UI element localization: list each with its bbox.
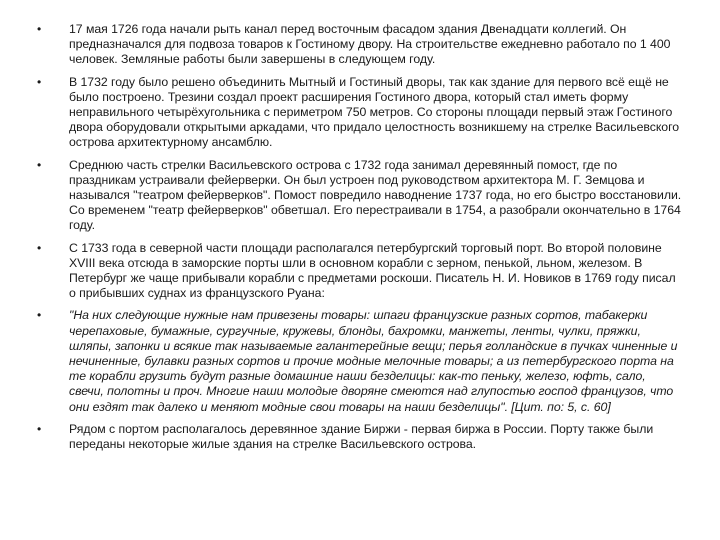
bullet-text-exchange: Рядом с портом располагалось деревянное здание Биржи - первая биржа в России. Порту также были переданы некоторые жилые здания на стрелке Васильевского острова.	[69, 421, 654, 452]
bullet-item-1	[36, 22, 682, 68]
bullet-item-2	[36, 75, 682, 151]
bullet-icon: •	[37, 157, 42, 172]
bullet-text-fireworks-theatre: Среднюю часть стрелки Васильевского острова с 1732 года занимал деревянный помост, где по праздникам устраивали фейерверки. Он был устроен под руководством архитектора М. Г. Земцова и назывался "театром фейерверков". Помост повредило наводнение 1737 года, но его быстро восстановили. Со временем "театр фейерверков" обветшал. Его перестраивали в 1754, а разобрали окончательно в 1764 году.	[69, 157, 682, 233]
bullet-item-3	[36, 158, 682, 234]
bullet-item-5	[36, 308, 682, 414]
bullet-icon: •	[37, 22, 42, 36]
bullet-item-6	[36, 422, 682, 452]
bullet-text-canal: 17 мая 1726 года начали рыть канал перед восточным фасадом здания Двенадцати коллегий. Он предназначался для подвоза товаров к Гостиному двору. На строительстве ежедневно работало по 1 400 человек. Земляные работы были завершены в следующем году.	[69, 22, 671, 67]
bullet-icon: •	[37, 308, 42, 323]
bullet-icon: •	[37, 421, 42, 436]
bullet-icon: •	[37, 74, 42, 89]
bullet-item-4	[36, 241, 682, 302]
bullet-text-novikov-quote: "На них следующие нужные нам привезены товары: шпаги французские разных сортов, табакерки черепаховые, бумажные, сургучные, кружевы, блонды, бахромки, манжеты, ленты, чулки, пряжки, шляпы, запонки и всякие так называемые галантерейные вещи; перья голландские в пучках чиненные и нечиненные, булавки разных сортов и прочие модные мелочные товары; а из петербургского порта на те корабли грузить будут разные домашние наши безделицы: как-то пеньку, железо, юфть, сало, свечи, полотны и проч. Многие наши молодые дворяне смеются над глупостью господ французов, что они ездят так далеко и меняют модные свои товары на наши безделицы". [Цит. по: 5, с. 60]	[69, 308, 678, 414]
bullet-list	[36, 22, 682, 459]
bullet-text-gostiny-dvor: В 1732 году было решено объединить Мытный и Гостиный дворы, так как здание для первого всё ещё не было построено. Трезини создал проект расширения Гостиного двора, который стал иметь форму неправильного четырёхугольника с периметром 750 метров. Со стороны площади первый этаж Гостиного двора оборудовали открытыми аркадами, что придало целостность возникшему на стрелке Васильевского острова архитектурному ансамблю.	[69, 74, 680, 150]
bullet-text-trade-port: С 1733 года в северной части площади располагался петербургский торговый порт. Во второй половине XVIII века отсюда в заморские порты шли в основном корабли с зерном, пенькой, льном, железом. В Петербург же чаще прибывали корабли с предметами роскоши. Писатель Н. И. Новиков в 1769 году писал о прибывших суднах из французского Руана:	[69, 240, 676, 301]
bullet-icon: •	[37, 240, 42, 255]
